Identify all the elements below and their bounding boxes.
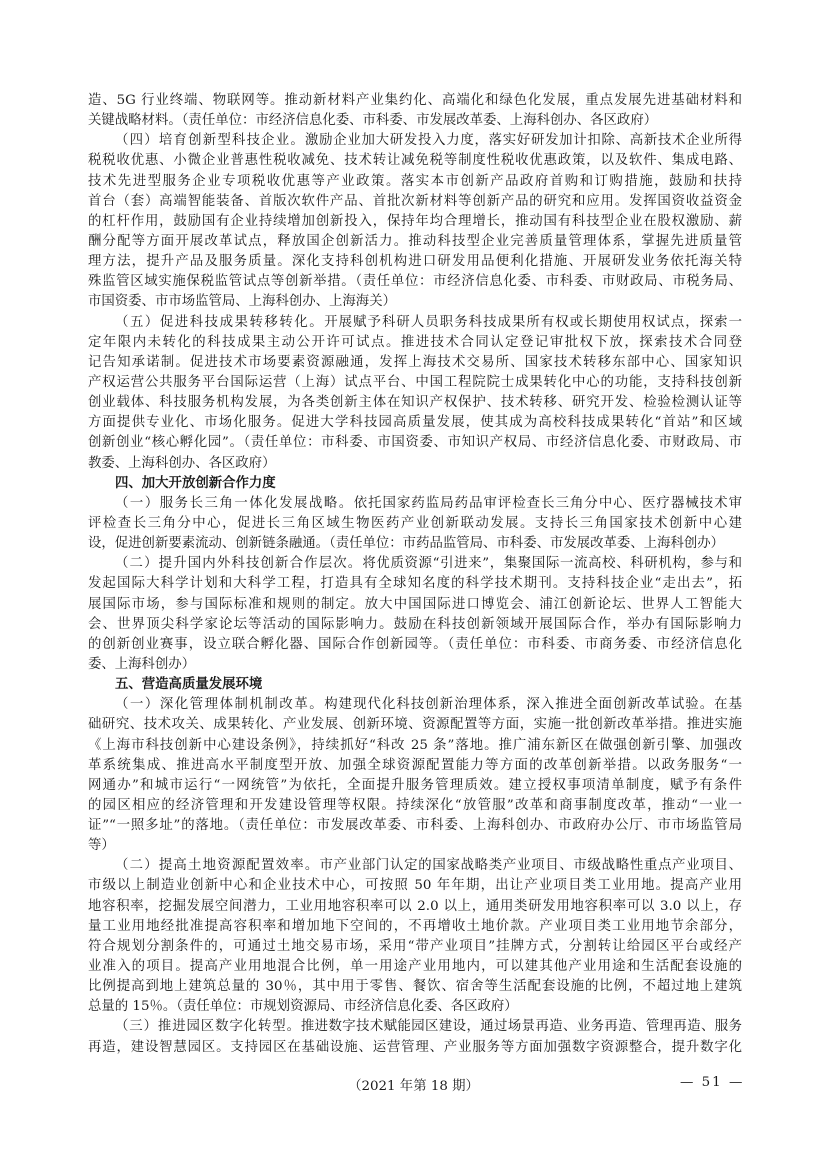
text-line	[88, 474, 742, 494]
line-text: 记告知承诺制。促进技术市场要素资源融通，发挥上海技术交易所、国家技术转移东部中心、国家知识	[88, 354, 742, 370]
document-body	[88, 91, 742, 1058]
line-text: 定年限内未转化的科技成果主动公开许可试点。推进技术合同认定登记审批权下放，探索技术合同登	[88, 334, 742, 350]
text-line	[88, 151, 742, 171]
line-text: 构建现代化科技创新治理体系，深入推进全面创新改革试验。在基	[324, 697, 742, 713]
line-text: 四、加大开放创新合作力度	[115, 475, 276, 491]
text-line	[88, 856, 742, 876]
text-line	[88, 272, 742, 292]
text-line	[88, 776, 742, 796]
line-text: 发起国际大科学计划和大科学工程，打造具有全球知名度的科学技术期刊。支持科技企业“走出去”，拓	[88, 576, 742, 592]
text-line	[88, 433, 742, 453]
text-line	[88, 413, 742, 433]
line-text: 开展赋予科研人员职务科技成果所有权或长期使用权试点，探索一	[324, 314, 742, 330]
line-text: 理方法，提升产品及服务质量。深化支持科创机构进口研发用品便利化措施、开展研发业务依托海关特	[88, 254, 742, 270]
text-line	[88, 655, 742, 675]
text-line	[88, 695, 742, 715]
text-line	[88, 252, 742, 272]
text-line	[88, 615, 742, 635]
line-text: 创业载体、科技服务机构发展，为各类创新主体在知识产权保护、技术转移、研究开发、检验检测认证等	[88, 395, 742, 411]
paragraph	[88, 313, 742, 474]
line-text: 业准入的项目。提高产业用地混合比例，单一用途产业用地内，可以建其他产业用途和生活配套设施的	[88, 959, 742, 975]
line-text: 税税收优惠、小微企业普惠性税收减免、技术转让减免税等制度性税收优惠政策，以及软件、集成电路、	[88, 153, 742, 169]
line-text: 《上海市科技创新中心建设条例》，持续抓好“科改 25 条”落地。推广浦东新区在做强创新引擎、加强改	[88, 737, 742, 753]
text-line	[88, 292, 742, 312]
line-text: 造、5G 行业终端、物联网等。推动新材料产业集约化、高端化和绿色化发展，重点发展先进基础材料和	[88, 93, 742, 108]
text-line	[88, 353, 742, 373]
subsection-title: （二）提高土地资源配置效率。	[115, 858, 320, 874]
text-line	[88, 675, 742, 695]
text-line	[88, 554, 742, 574]
line-text: 等）	[88, 838, 115, 854]
text-line	[88, 514, 742, 534]
text-line	[88, 91, 742, 111]
text-line	[88, 494, 742, 514]
text-line	[88, 937, 742, 957]
line-text: 首台（套）高端智能装备、首版次软件产品、首批次新材料等创新产品的研究和应用。发挥国资收益资金	[88, 193, 742, 209]
paragraph	[88, 131, 742, 312]
line-text: 再造，建设智慧园区。支持园区在基础设施、运营管理、产业服务等方面加强数字资源整合，提升数字化	[88, 1039, 742, 1055]
line-text: 设，促进创新要素流动、创新链条融通。（责任单位：市药品监管局、市科委、市发展改革委、上海科创办）	[88, 536, 725, 552]
line-text: 将优质资源“引进来”，集聚国际一流高校、科研机构，参与和	[362, 556, 743, 572]
line-text: 殊监管区域实施保税监管试点等创新举措。（责任单位：市经济信息化委、市科委、市财政局、市税务局、	[88, 274, 742, 290]
line-text: 地容积率，挖掘发展空间潜力，工业用地容积率可以 2.0 以上，通用类研发用地容积率可以 3.0 以上，存	[88, 898, 742, 914]
line-text: 展国际市场，参与国际标准和规则的制定。放大中国国际进口博览会、浦江创新论坛、世界人工智能大	[88, 596, 742, 612]
text-line	[88, 454, 742, 474]
line-text: 委、上海科创办）	[88, 656, 196, 672]
subsection-title: （三）推进园区数字化转型。	[115, 1019, 301, 1035]
text-line	[88, 796, 742, 816]
line-text: 教委、上海科创办、各区政府）	[88, 455, 276, 471]
line-text: 五、营造高质量发展环境	[115, 677, 263, 693]
line-text: 激励企业加大研发投入力度，落实好研发加计扣除、高新技术企业所得	[305, 133, 742, 149]
subsection-title: （一）服务长三角一体化发展战略。	[115, 495, 354, 511]
text-line	[88, 1038, 742, 1058]
text-line	[88, 917, 742, 937]
paragraph	[88, 494, 742, 554]
line-text: 证”“一照多址”的落地。（责任单位：市发展改革委、市科委、上海科创办、市政府办公厅、市市场监管局	[88, 818, 742, 834]
section-heading	[88, 474, 742, 494]
subsection-title: （五）促进科技成果转移转化。	[115, 314, 325, 330]
line-text: 的创新创业赛事，设立联合孵化器、国际合作创新园等。（责任单位：市科委、市商务委、市经济信息化	[88, 636, 742, 652]
paragraph	[88, 856, 742, 1017]
line-text: 产权运营公共服务平台国际运营（上海）试点平台、中国工程院院士成果转化中心的功能，支持科技创新	[88, 374, 742, 390]
text-line	[88, 635, 742, 655]
line-text: 市级以上制造业创新中心和企业技术中心，可按照 50 年年期，出让产业项目类工业用地。提高产业用	[88, 878, 742, 894]
text-line	[88, 836, 742, 856]
text-line	[88, 333, 742, 353]
line-text: 酬分配等方面开展改革试点，释放国企创新活力。推动科技型企业完善质量管理体系，掌握先进质量管	[88, 233, 742, 249]
line-text: 的园区相应的经济管理和开发建设管理等权限。持续深化“放管服”改革和商事制度改革，推动“一业一	[88, 797, 742, 813]
line-text: 础研究、技术攻关、成果转化、产业发展、创新环境、资源配置等方面，实施一批创新改革举措。推进实施	[88, 717, 742, 733]
line-text: 比例提高到地上建筑总量的 30％，其中用于零售、餐饮、宿舍等生活配套设施的比例，不超过地上建筑	[88, 979, 742, 995]
text-line	[88, 534, 742, 554]
text-line	[88, 897, 742, 917]
text-line	[88, 1017, 742, 1037]
text-line	[88, 212, 742, 232]
text-line	[88, 736, 742, 756]
line-text: 网通办”和城市运行“一网统管”为依托，全面提升服务管理质效。建立授权事项清单制度，赋予有条件	[88, 777, 742, 793]
text-line	[88, 977, 742, 997]
text-line	[88, 373, 742, 393]
text-line	[88, 876, 742, 896]
line-text: 量工业用地经批准提高容积率和增加地下空间的，不再增收土地价款。产业项目类工业用地节余部分，	[88, 918, 742, 934]
line-text: 关键战略材料。（责任单位：市经济信息化委、市科委、市发展改革委、上海科创办、各区政府）	[88, 113, 658, 129]
paragraph	[88, 1017, 742, 1057]
text-line	[88, 756, 742, 776]
text-line	[88, 957, 742, 977]
line-text: 创新创业“核心孵化园”。（责任单位：市科委、市国资委、市知识产权局、市经济信息化委、市财政局、市	[88, 435, 742, 451]
line-text: 的杠杆作用，鼓励国有企业持续增加创新投入，保持年均合理增长，推动国有科技型企业在股权激励、薪	[88, 213, 742, 229]
line-text: 评检查长三角分中心，促进长三角区域生物医药产业创新联动发展。支持长三角国家技术创新中心建	[88, 515, 742, 531]
line-text: 总量的 15％。（责任单位：市规划资源局、市经济信息化委、各区政府）	[88, 999, 518, 1015]
text-line	[88, 595, 742, 615]
text-line	[88, 131, 742, 151]
line-text: 推进数字技术赋能园区建设，通过场景再造、业务再造、管理再造、服务	[300, 1019, 742, 1035]
line-text: 方面提供专业化、市场化服务。促进大学科技园高质量发展，使其成为高校科技成果转化“首站”和区域	[88, 415, 742, 431]
subsection-title: （一）深化管理体制机制改革。	[115, 697, 325, 713]
line-text: 技术先进型服务企业专项税收优惠等产业政策。落实本市创新产品政府首购和订购措施，鼓励和扶持	[88, 173, 742, 189]
line-text: 市国资委、市市场监管局、上海科创办、上海海关）	[88, 294, 396, 310]
paragraph	[88, 554, 742, 675]
text-line	[88, 172, 742, 192]
text-line	[88, 111, 742, 131]
text-line	[88, 232, 742, 252]
subsection-title: （二）提升国内外科技创新合作层次。	[115, 556, 363, 572]
text-line	[88, 997, 742, 1017]
text-line	[88, 393, 742, 413]
subsection-title: （四）培育创新型科技企业。	[115, 133, 306, 149]
line-text: 革系统集成、推进高水平制度型开放、加强全球资源配置能力等方面的改革创新举措。以政务服务“一	[88, 757, 742, 773]
line-text: 依托国家药监局药品审评检查长三角分中心、医疗器械技术审	[353, 495, 743, 511]
text-line	[88, 715, 742, 735]
line-text: 市产业部门认定的国家战略类产业项目、市级战略性重点产业项目、	[319, 858, 742, 874]
text-line	[88, 192, 742, 212]
paragraph	[88, 91, 742, 131]
text-line	[88, 313, 742, 333]
footer-issue: （2021 年第 18 期）	[348, 1079, 479, 1094]
line-text: 符合规划分割条件的，可通过土地交易市场，采用“带产业项目”挂牌方式，分割转让给园区平台或经产	[88, 938, 742, 954]
text-line	[88, 574, 742, 594]
section-heading	[88, 675, 742, 695]
text-line	[88, 816, 742, 836]
paragraph	[88, 695, 742, 856]
line-text: 会、世界顶尖科学家论坛等活动的国际影响力。鼓励在科技创新领域开展国际合作，举办有国际影响力	[88, 616, 742, 632]
page-number: — 51 —	[680, 1075, 745, 1090]
